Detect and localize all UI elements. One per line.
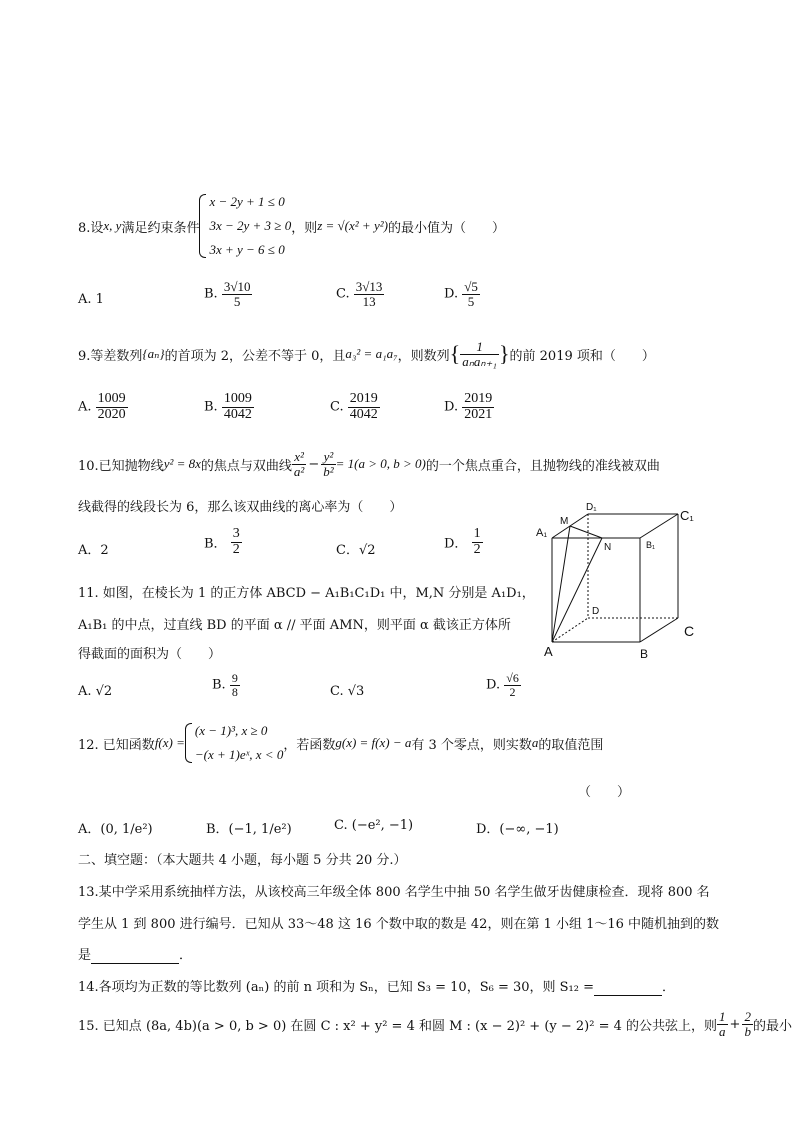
q12-option-d[interactable]: D．(−∞, −1) [476, 822, 559, 837]
cube-figure [530, 498, 720, 660]
q9-sequence-fraction [460, 340, 499, 368]
q12-option-a[interactable]: A．(0, 1/e²) [78, 822, 153, 837]
denominator: 8 [231, 684, 238, 699]
numerator: 3 [232, 526, 240, 541]
q9-text-4: 的前 2019 项和（ ） [509, 348, 655, 364]
numerator: 2019 [349, 391, 378, 406]
q10-stem-line-1 [78, 444, 660, 484]
q12-case-2: −(x + 1)eˣ, x < 0 [194, 747, 284, 762]
q12-answer-paren: （ ） [578, 785, 631, 800]
denominator: 2 [509, 684, 516, 699]
q8-constraint-1: x − 2y + 1 ≤ 0 [209, 194, 285, 209]
q10-option-b-fraction [231, 527, 242, 557]
q8-option-b-label: B. [204, 286, 218, 302]
numerator: 3√13 [355, 279, 383, 294]
q10-option-d-fraction [472, 527, 483, 557]
numerator: 1 [460, 340, 499, 355]
label-c: C [684, 623, 695, 639]
q11-stem-line-1: 11. 如图，在棱长为 1 的正方体 ABCD − A₁B₁C₁D₁ 中，M,N 分别是 A₁D₁， [78, 586, 535, 601]
q9-condition: a₃² = a₁a₇ [345, 346, 398, 361]
q8-then: ，则 [291, 220, 318, 236]
edge-b1-c1 [640, 514, 678, 538]
denominator: 2 [473, 541, 481, 557]
q12-function-f: f(x) = [154, 735, 185, 750]
q10-text-3: 的一个焦点重合，且抛物线的准线被双曲 [425, 458, 660, 474]
denominator: b [744, 1023, 751, 1039]
numerator: √6 [506, 671, 519, 685]
q12-text-3: 有 3 个零点，则实数 [411, 737, 532, 753]
q12-option-c[interactable]: C. (−e², −1) [334, 818, 414, 833]
numerator: 1 [719, 1008, 726, 1024]
q11-stem-line-3: 得截面的面积为（ ） [78, 647, 222, 662]
q14-tail: ． [662, 980, 676, 995]
q15-tail: 的最小 [752, 1018, 792, 1034]
q12-option-b[interactable]: B．(−1, 1/e²) [206, 822, 292, 837]
q13-tail: ． [179, 948, 193, 963]
q11-option-a[interactable]: A. √2 [78, 684, 113, 699]
q8-option-a[interactable]: A. 1 [78, 292, 104, 307]
q12-text-1: 12. 已知函数 [78, 737, 155, 753]
q11-option-d[interactable] [486, 672, 521, 698]
q12-variable-a: a [531, 735, 539, 750]
label-m: M [560, 516, 569, 527]
denominator: 5 [233, 293, 241, 309]
q11-option-d-label: D. [486, 677, 501, 693]
q13-line-1: 13.某中学采用系统抽样方法，从该校高三年级全体 800 名学生中抽 50 名学生做牙齿健康检查．现将 800 名 [78, 885, 710, 900]
q9-text-3: ，则数列 [397, 348, 450, 364]
q9-stem [78, 334, 655, 374]
q9-option-a[interactable] [78, 392, 128, 422]
q12-case-1: (x − 1)³, x ≥ 0 [194, 723, 268, 738]
q8-constraint-system [199, 190, 291, 262]
q9-option-a-fraction [96, 392, 128, 422]
denominator: 2 [232, 541, 240, 557]
denominator: 4042 [223, 406, 252, 422]
q11-option-b-label: B. [212, 677, 226, 693]
numerator: 9 [231, 671, 238, 685]
q11-stem-line-2: A₁B₁ 的中点，过直线 BD 的平面 α // 平面 AMN，则平面 α 截该正方体所 [78, 618, 511, 633]
q12-text-4: 的取值范围 [538, 737, 604, 753]
numerator: 1009 [223, 391, 252, 406]
q12-piecewise [185, 719, 283, 767]
q9-option-a-label: A. [78, 399, 92, 415]
denominator: 5 [467, 293, 475, 309]
q11-option-d-fraction [504, 672, 521, 698]
q10-text-1: 10.已知抛物线 [78, 458, 164, 474]
q9-option-b-label: B. [204, 399, 218, 415]
q8-vars: x, y [103, 218, 122, 233]
q8-z-expression: z = √(x² + y²) [317, 218, 388, 233]
q9-option-c-label: C. [330, 399, 344, 415]
q11-option-c[interactable]: C. √3 [330, 684, 365, 699]
q10-option-b-label: B． [204, 536, 227, 552]
q9-option-d-fraction [462, 392, 494, 422]
numerator: 1 [473, 526, 481, 541]
q13-line-2: 学生从 1 到 800 进行编号．已知从 33～48 这 16 个数中取的数是 42，则在第 1 小组 1～16 中随机抽到的数 [78, 917, 720, 932]
q12-stem [78, 716, 603, 770]
q10-option-d[interactable] [444, 527, 483, 557]
q8-option-c[interactable] [336, 280, 384, 308]
q10-x-fraction [292, 450, 306, 478]
q10-y-fraction [321, 450, 335, 478]
q9-option-b-fraction [222, 392, 254, 422]
numerator: y² [321, 450, 335, 465]
numerator: 2019 [464, 391, 493, 406]
label-a1: A₁ [536, 527, 548, 539]
denominator: a [719, 1023, 726, 1039]
q10-option-c[interactable]: C．√2 [336, 543, 376, 558]
q9-option-b[interactable] [204, 392, 254, 422]
q9-sequence: {aₙ} [142, 346, 165, 361]
q8-option-d-label: D. [444, 286, 459, 302]
q8-constraint-3: 3x + y − 6 ≤ 0 [209, 242, 285, 257]
label-n: N [604, 542, 612, 553]
denominator: b² [323, 463, 334, 479]
q10-parabola: y² = 8x [163, 456, 201, 471]
q12-function-g: g(x) = f(x) − a [335, 735, 412, 750]
q13-line-3 [78, 944, 192, 964]
q8-option-c-label: C. [336, 286, 350, 302]
q13-line-3-text: 是 [78, 948, 92, 963]
q8-option-d-fraction [462, 280, 480, 308]
label-d1: D₁ [586, 502, 597, 513]
denominator: 4042 [349, 406, 378, 422]
edge-b-c [640, 618, 678, 642]
q11-option-b[interactable] [212, 672, 240, 698]
q9-right-brace: } [498, 341, 510, 366]
q8-tail: 的最小值为（ ） [387, 220, 505, 236]
q9-option-c[interactable] [330, 392, 380, 422]
section-2-title: 二、填空题：（本大题共 4 小题，每小题 5 分共 20 分.） [78, 853, 407, 868]
q14-text: 14.各项均为正数的等比数列 (aₙ) 的前 n 项和为 Sₙ，已知 S₃ = 10，S₆ = 30，则 S₁₂ = [78, 980, 595, 995]
denominator: aₙaₙ₊₁ [462, 353, 497, 369]
label-a: A [544, 644, 553, 659]
q15-line [78, 1004, 792, 1044]
numerator: x² [292, 450, 306, 465]
q8-mid: 满足约束条件 [121, 220, 200, 236]
q14-line [78, 976, 675, 996]
q15-fraction-1 [717, 1010, 728, 1038]
q10-stem-line-2: 线截得的线段长为 6，那么该双曲线的离心率为（ ） [78, 500, 403, 515]
q10-hyperbola-tail: = 1(a > 0, b > 0) [335, 456, 426, 471]
q10-option-d-label: D． [444, 536, 468, 552]
q10-option-a[interactable]: A．2 [78, 543, 109, 558]
q9-option-d-label: D. [444, 399, 459, 415]
q13-answer-blank[interactable] [91, 948, 179, 964]
denominator: 13 [362, 293, 376, 309]
label-d: D [592, 606, 600, 617]
label-b1: B₁ [646, 540, 656, 550]
q9-text-2: 的首项为 2，公差不等于 0，且 [164, 348, 346, 364]
numerator: 1009 [97, 391, 126, 406]
segment-m-n [570, 526, 602, 538]
denominator: 2021 [464, 406, 493, 422]
label-b: B [640, 647, 649, 660]
q10-minus: − [308, 456, 320, 472]
q10-text-2: 的焦点与双曲线 [200, 458, 292, 474]
q8-stem [78, 190, 505, 262]
numerator: 2 [744, 1008, 751, 1024]
label-c1: C₁ [680, 508, 694, 523]
denominator: a² [293, 463, 305, 479]
numerator: √5 [464, 279, 478, 294]
denominator: 2020 [97, 406, 126, 422]
q12-text-2: ，若函数 [283, 737, 336, 753]
q8-constraint-2: 3x − 2y + 3 ≥ 0 [209, 218, 292, 233]
q9-text-1: 9.等差数列 [78, 348, 143, 364]
numerator: 3√10 [223, 279, 251, 294]
q15-plus: + [729, 1016, 741, 1032]
q9-left-brace: { [449, 341, 461, 366]
q8-option-c-fraction [354, 280, 385, 308]
q8-option-b-fraction [222, 280, 253, 308]
q9-option-c-fraction [348, 392, 380, 422]
segment-a-m [552, 526, 570, 642]
q15-text-1: 15. 已知点 (8a, 4b)(a > 0, b > 0) 在圆 C : x² + y² = 4 和圆 M : (x − 2)² + (y − 2)² = 4 的公共弦上，则 [78, 1018, 718, 1034]
q8-option-b[interactable] [204, 280, 252, 308]
q11-option-b-fraction [230, 672, 240, 698]
q9-option-d[interactable] [444, 392, 494, 422]
q8-prefix: 8.设 [78, 220, 104, 236]
q14-answer-blank[interactable] [594, 980, 662, 996]
segment-a-n [552, 538, 602, 642]
q10-option-b[interactable] [204, 527, 242, 557]
q15-fraction-2 [742, 1010, 753, 1038]
q8-option-d[interactable] [444, 280, 480, 308]
